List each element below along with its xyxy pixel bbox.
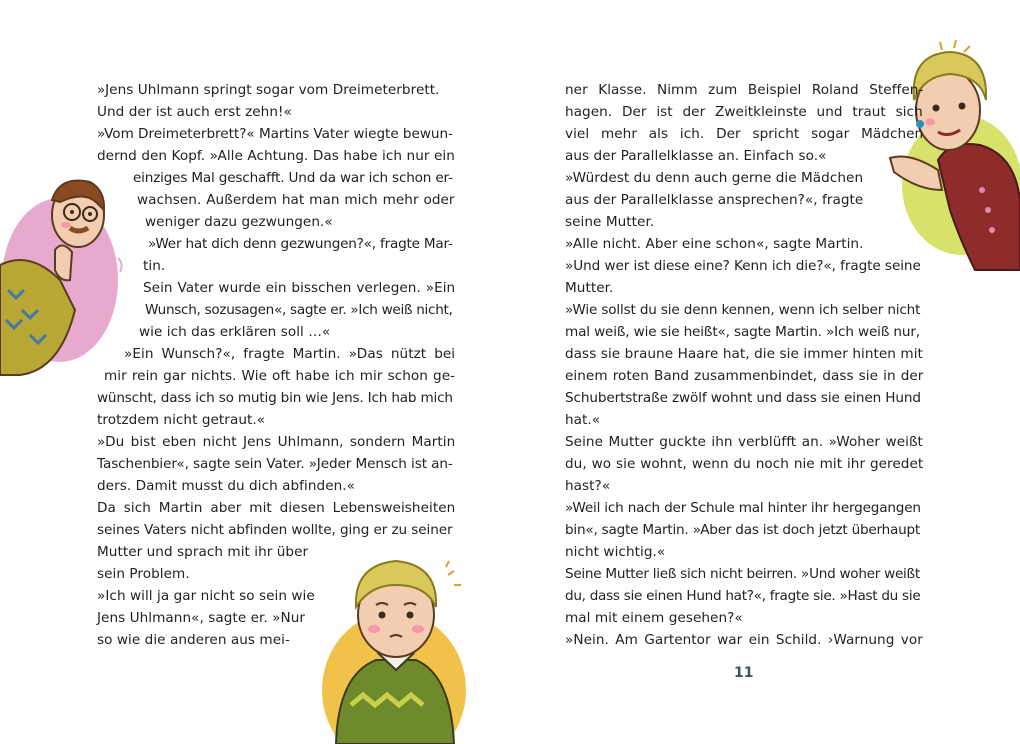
text-line: »Nein. Am Gartentor war ein Schild. ›Warnung vor — [565, 632, 923, 648]
page-number: 11 — [734, 665, 754, 681]
text-line: Da sich Martin aber mit diesen Lebensweisheiten — [97, 500, 456, 516]
text-line: »Jens Uhlmann springt sogar vom Dreimeterbrett. — [97, 82, 440, 98]
text-line: Seine Mutter guckte ihn verblüfft an. »Woher weißt — [565, 434, 923, 450]
text-line: »Ein Wunsch?«, fragte Martin. »Das nützt bei — [124, 346, 456, 362]
text-line: »Wer hat dich denn gezwungen?«, fragte Mar- — [148, 236, 453, 252]
text-line: tin. — [143, 258, 166, 274]
text-line: »Alle nicht. Aber eine schon«, sagte Martin. — [565, 236, 864, 252]
text-line: aus der Parallelklasse an. Einfach so.« — [565, 148, 827, 164]
right-page — [510, 0, 1020, 744]
text-line: bin«, sagte Martin. »Aber das ist doch jetzt überhaupt — [565, 522, 921, 538]
text-line: seine Mutter. — [565, 214, 655, 230]
text-line: »Und wer ist diese eine? Kenn ich die?«, fragte seine — [565, 258, 921, 274]
text-line: »Du bist eben nicht Jens Uhlmann, sondern Martin — [97, 434, 456, 450]
text-line: »Vom Dreimeterbrett?« Martins Vater wiegte bewun- — [97, 126, 453, 142]
text-line: Jens Uhlmann«, sagte er. »Nur — [97, 610, 306, 626]
text-line: Und der ist auch erst zehn!« — [97, 104, 292, 120]
text-line: mir rein gar nichts. Wie oft habe ich mir schon ge- — [104, 368, 456, 384]
text-line: weniger dazu gezwungen.« — [145, 214, 333, 230]
text-line: einziges Mal geschafft. Und da war ich schon er- — [133, 170, 453, 186]
text-line: dernd den Kopf. »Alle Achtung. Das habe ich nur ein — [97, 148, 455, 164]
text-line: dass sie braune Haare hat, die sie immer hinten mit — [565, 346, 923, 362]
text-line: »Wie sollst du sie denn kennen, wenn ich selber nicht — [565, 302, 921, 318]
text-line: Taschenbier«, sagte sein Vater. »Jeder Mensch ist an- — [97, 456, 453, 472]
text-line: Sein Vater wurde ein bisschen verlegen. »Ein — [143, 280, 456, 296]
text-line: wie ich das erklären soll …« — [139, 324, 331, 340]
text-line: ders. Damit musst du dich abfinden.« — [97, 478, 356, 494]
text-line: so wie die anderen aus mei- — [97, 632, 290, 648]
text-line: sein Problem. — [97, 566, 190, 582]
text-line: viel mehr als ich. Der spricht sogar Mädchen — [565, 126, 924, 142]
text-line: hast?« — [565, 478, 611, 494]
text-line: du, dass sie einen Hund hat?«, fragte sie. »Hast du sie — [565, 588, 921, 604]
text-line: »Ich will ja gar nicht so sein wie — [97, 588, 315, 604]
text-line: Seine Mutter ließ sich nicht beirren. »Und woher weißt — [565, 566, 920, 582]
text-line: hat.« — [565, 412, 601, 428]
text-line: Schubertstraße zwölf wohnt und dass sie einen Hund — [565, 390, 921, 406]
text-line: mal mit einem gesehen?« — [565, 610, 743, 626]
text-line: hagen. Der ist der Zweitkleinste und traut sich — [565, 104, 923, 120]
text-line: mal weiß, wie sie heißt«, sagte Martin. »Ich weiß nur, — [565, 324, 920, 340]
text-line: Mutter. — [565, 280, 614, 296]
text-line: wünscht, dass ich so mutig bin wie Jens. Ich hab mich — [97, 390, 453, 406]
text-line: Mutter und sprach mit ihr über — [97, 544, 309, 560]
text-line: »Weil ich nach der Schule mal hinter ihr hergegangen — [565, 500, 921, 516]
text-line: du, wo sie wohnt, wenn du noch nie mit ihr geredet — [565, 456, 924, 472]
text-line: trotzdem nicht getraut.« — [97, 412, 266, 428]
text-line: seines Vaters nicht abfinden wollte, ging er zu seiner — [97, 522, 453, 538]
text-line: wachsen. Außerdem hat man mich mehr oder — [137, 192, 455, 208]
text-line: ner Klasse. Nimm zum Beispiel Roland Steffen- — [565, 82, 924, 98]
text-line: Wunsch, sozusagen«, sagte er. »Ich weiß nicht, — [145, 302, 453, 318]
text-line: aus der Parallelklasse ansprechen?«, fragte — [565, 192, 864, 208]
text-line: nicht wichtig.« — [565, 544, 666, 560]
text-line: »Würdest du denn auch gerne die Mädchen — [565, 170, 864, 186]
text-line: einem roten Band zusammenbindet, dass sie in der — [565, 368, 924, 384]
